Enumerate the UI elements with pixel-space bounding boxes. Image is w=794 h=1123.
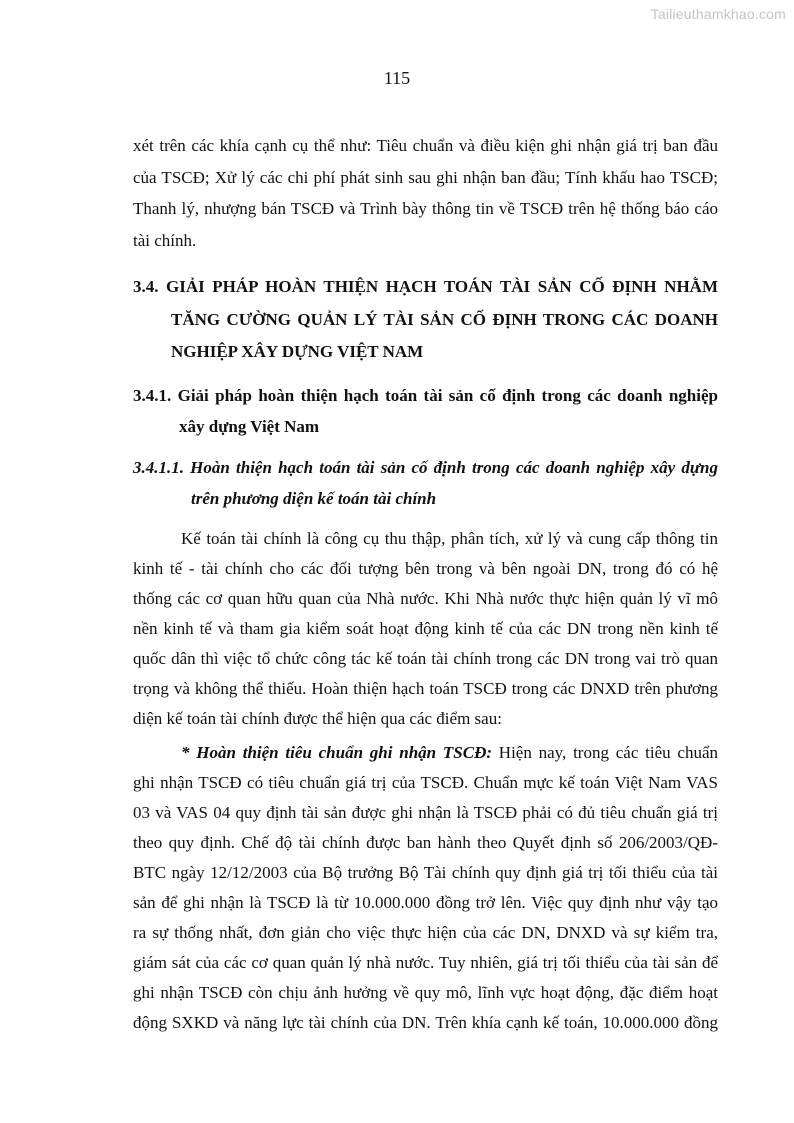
page-number: 115 <box>383 68 411 88</box>
intro-paragraph <box>133 130 718 256</box>
text-line: BTC ngày 12/12/2003 của Bộ trưởng Bộ Tài chính quy định giá trị tối thiểu của tài <box>133 862 718 882</box>
bullet-lead: * Hoàn thiện tiêu chuẩn ghi nhận TSCĐ: <box>181 742 493 762</box>
text-line: kinh tế - tài chính cho các đối tượng bên trong và bên ngoài DN, trong đó có hệ <box>133 558 718 578</box>
text-line: Kế toán tài chính là công cụ thu thập, phân tích, xử lý và cung cấp thông tin <box>181 528 718 548</box>
watermark: Tailieuthamkhao.com <box>650 6 786 22</box>
heading-line: trên phương diện kế toán tài chính <box>191 489 437 509</box>
text-line: diện kế toán tài chính được thể hiện qua các điểm sau: <box>133 709 502 729</box>
heading-line: 3.4.1. Giải pháp hoàn thiện hạch toán tài sản cố định trong các doanh nghiệp <box>133 385 718 405</box>
heading-line: 3.4.1.1. Hoàn thiện hạch toán tài sản cố định trong các doanh nghiệp xây dựng <box>133 457 718 477</box>
heading-line: TĂNG CƯỜNG QUẢN LÝ TÀI SẢN CỐ ĐỊNH TRONG CÁC DOANH <box>171 309 718 329</box>
heading-line: xây dựng Việt Nam <box>179 416 320 436</box>
lead-continuation: Hiện nay, trong các tiêu chuẩn <box>492 742 718 762</box>
text-line: ghi nhận TSCĐ còn chịu ảnh hưởng về quy mô, lĩnh vực hoạt động, đặc điểm hoạt <box>133 983 718 1003</box>
heading-line: NGHIỆP XÂY DỰNG VIỆT NAM <box>171 342 424 362</box>
text-line: 03 và VAS 04 quy định tài sản được ghi nhận là TSCĐ phải có đủ tiêu chuẩn giá trị <box>133 802 718 822</box>
text-line: thống các cơ quan hữu quan của Nhà nước. Khi Nhà nước thực hiện quản lý vĩ mô <box>133 589 718 609</box>
document-body <box>133 130 718 1038</box>
text-line: theo quy định. Chế độ tài chính được ban hành theo Quyết định số 206/2003/QĐ- <box>133 832 718 852</box>
text-line: quốc dân thì việc tổ chức công tác kế toán tài chính trong các DN trong vai trò quan <box>133 649 718 669</box>
section-heading-3-4-1 <box>133 380 718 442</box>
paragraph-recognition-criteria <box>133 738 718 1039</box>
text-line: của TSCĐ; Xử lý các chi phí phát sinh sau ghi nhận ban đầu; Tính khấu hao TSCĐ; <box>133 167 718 187</box>
section-heading-3-4-1-1 <box>133 452 718 515</box>
text-line: ra sự thống nhất, đơn giản cho việc thực hiện của các DN, DNXD và sự kiểm tra, <box>133 923 718 943</box>
text-line: xét trên các khía cạnh cụ thể như: Tiêu chuẩn và điều kiện ghi nhận giá trị ban đầu <box>133 136 718 155</box>
paragraph-financial-accounting <box>133 524 718 735</box>
heading-line: 3.4. GIẢI PHÁP HOÀN THIỆN HẠCH TOÁN TÀI SẢN CỐ ĐỊNH NHẰM <box>133 277 718 297</box>
text-line: động SXKD và năng lực tài chính của DN. Trên khía cạnh kế toán, 10.000.000 đồng <box>133 1013 718 1033</box>
text-line <box>133 738 718 768</box>
text-line: tài chính. <box>133 230 197 250</box>
text-line: nền kinh tế và tham gia kiểm soát hoạt động kinh tế của các DN trong nền kinh tế <box>133 619 718 639</box>
text-line: ghi nhận TSCĐ có tiêu chuẩn giá trị của TSCĐ. Chuẩn mực kế toán Việt Nam VAS <box>133 772 718 792</box>
text-line: giám sát của các cơ quan quản lý nhà nước. Tuy nhiên, giá trị tối thiểu của tài sản để <box>133 953 718 973</box>
section-heading-3-4 <box>133 271 718 369</box>
text-line: Thanh lý, nhượng bán TSCĐ và Trình bày thông tin về TSCĐ trên hệ thống báo cáo <box>133 199 718 219</box>
text-line: sản để ghi nhận là TSCĐ là từ 10.000.000 đồng trở lên. Việc quy định như vậy tạo <box>133 893 718 912</box>
text-line: trọng và không thể thiếu. Hoàn thiện hạch toán TSCĐ trong các DNXD trên phương <box>133 679 718 699</box>
